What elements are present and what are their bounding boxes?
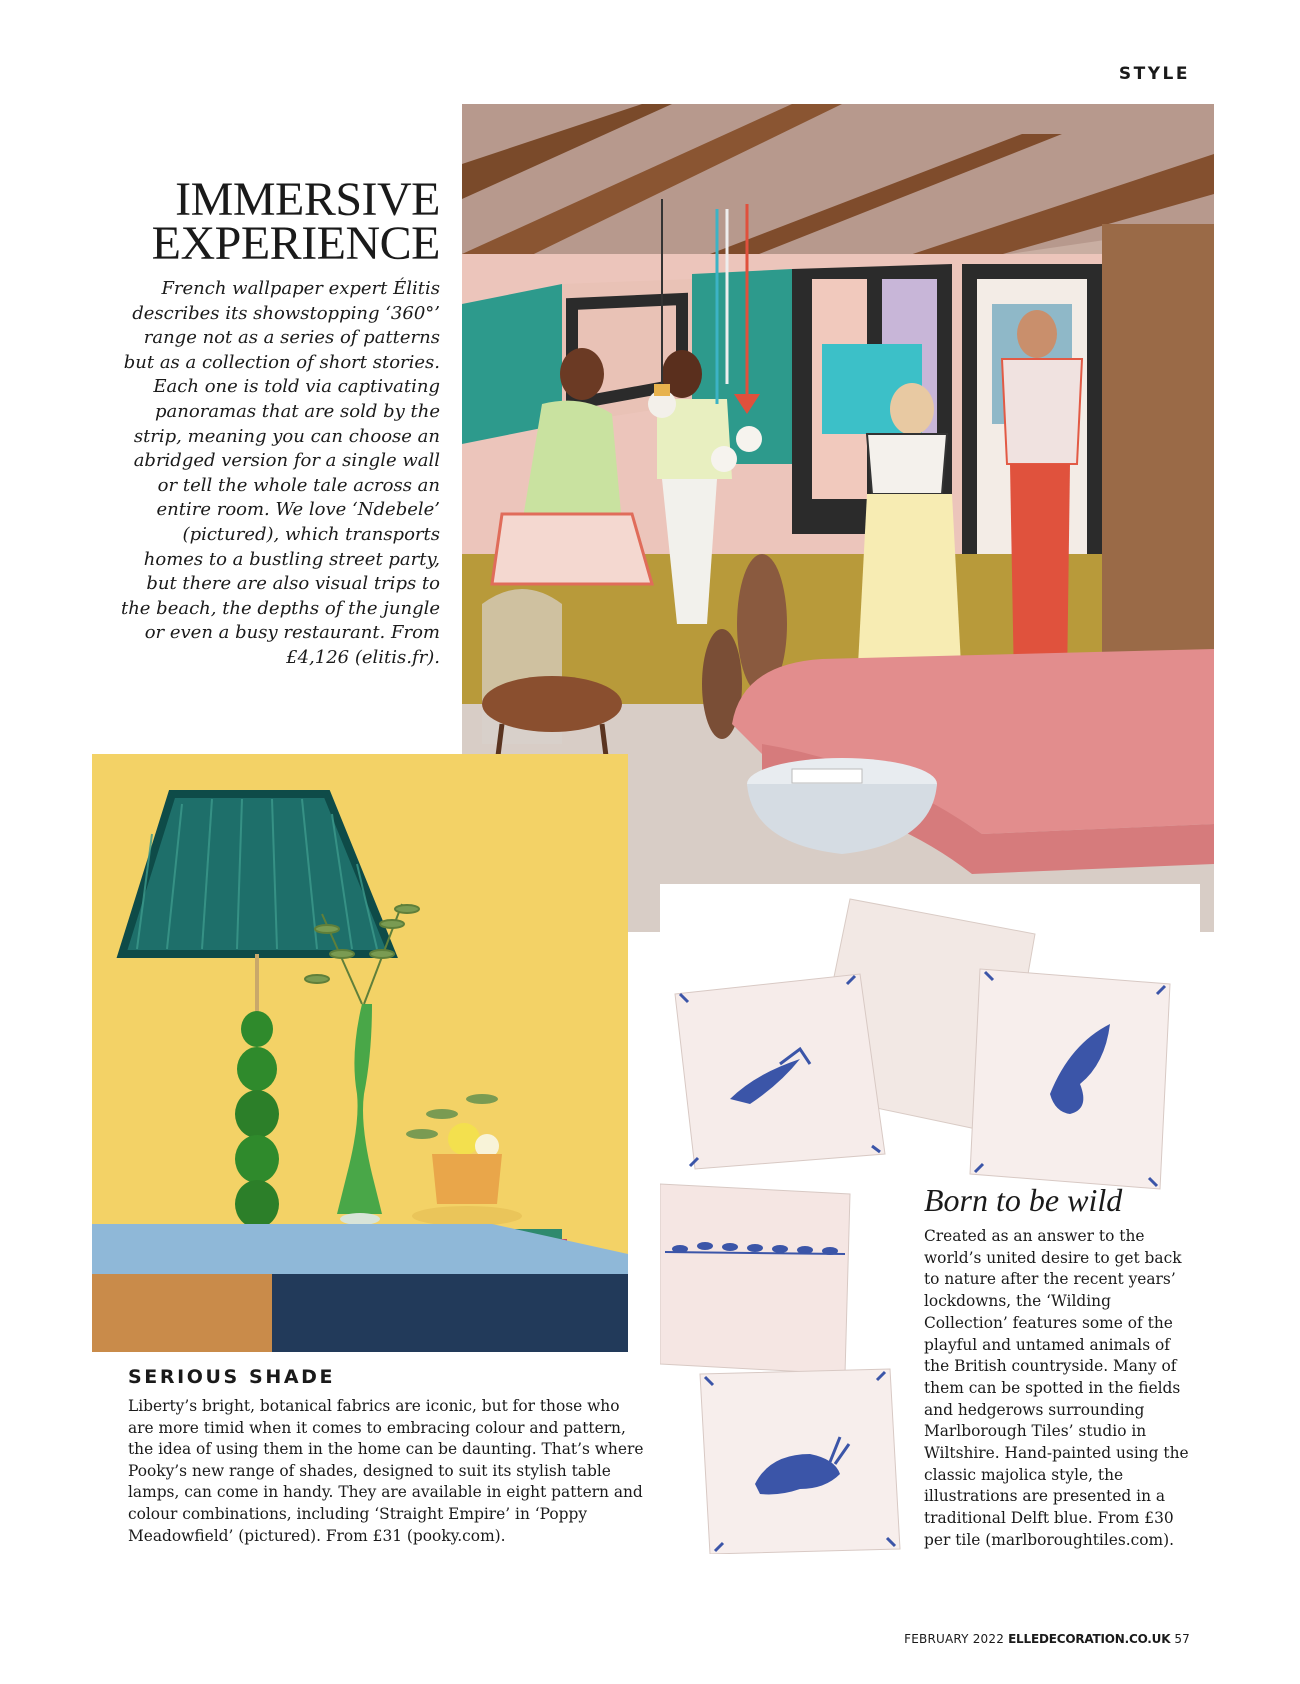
wild-headline: Born to be wild	[924, 1182, 1123, 1218]
green-lamp-photo	[92, 754, 628, 1352]
page-footer	[890, 1632, 1190, 1646]
immersive-body: French wallpaper expert Élitis describes its showstopping ‘360°’ range not as a series of patterns but as a collection of short stories. Each one is told via captivating panoramas that are sold by the strip, meaning you can choose an abridged version for a single wall or tell the whole tale across an entire room. We love ‘Ndebele’ (pictured), which transports homes to a bustling street party, but there are also visual trips to the beach, the depths of the jungle or even a busy restaurant. From £4,126 (elitis.fr).	[120, 278, 440, 668]
footer-issue: FEBRUARY 2022	[904, 1632, 1005, 1646]
footer-page-number: 57	[1174, 1632, 1190, 1646]
shade-headline: SERIOUS SHADE	[128, 1366, 336, 1388]
shade-body: Liberty’s bright, botanical fabrics are iconic, but for those who are more timid when it comes to embracing colour and pattern, the idea of using them in the home can be daunting. That’s where Pooky’s new range of shades, designed to suit its stylish table lamps, can come in handy. They are available in eight pattern and colour combinations, including ‘Straight Empire’ in ‘Poppy Meadowfield’ (pictured). From £31 (pooky.com).	[128, 1397, 644, 1545]
headline-line1: IMMERSIVE	[175, 173, 440, 226]
footer-magazine: ELLEDECORATION.CO.UK	[1008, 1632, 1171, 1646]
wild-body: Created as an answer to the world’s united desire to get back to nature after the recent years’ lockdowns, the ‘Wilding Collection’ features some of the playful and untamed animals of the British countryside. Many of them can be spotted in the fields and hedgerows surrounding Marlborough Tiles’ studio in Wiltshire. Hand-painted using the classic majolica style, the illustrations are presented in a traditional Delft blue. From £30 per tile (marlboroughtiles.com).	[924, 1227, 1189, 1549]
section-tag: STYLE	[1118, 64, 1190, 84]
headline-line2: EXPERIENCE	[151, 217, 440, 270]
immersive-headline	[100, 173, 440, 270]
